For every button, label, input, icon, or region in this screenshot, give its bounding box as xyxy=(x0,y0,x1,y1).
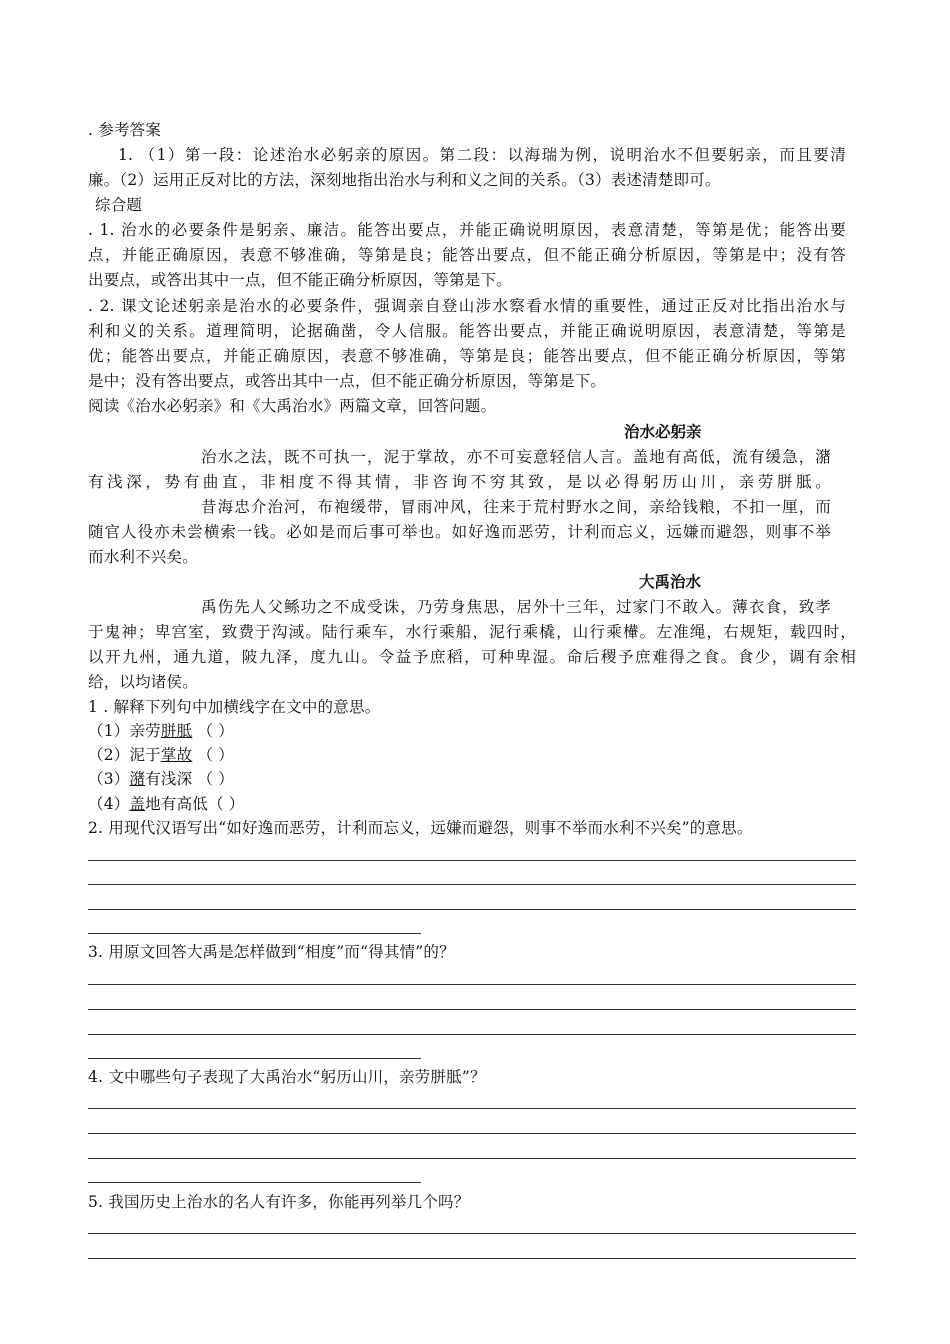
question-5: 5. 我国历史上治水的名人有许多，你能再列举几个吗？ xyxy=(88,1193,470,1211)
question-1-stem: 1 . 解释下列句中加横线字在文中的意思。 xyxy=(88,698,381,716)
comprehensive-1-line-1: . 1. 治水的必要条件是躬亲、廉洁。能答出要点，并能正确说明原因，表意清楚，等第是优；能答出要 xyxy=(88,221,846,239)
reading-intro: 阅读《治水必躬亲》和《大禹治水》两篇文章，回答问题。 xyxy=(88,397,497,415)
answer-blank-line[interactable] xyxy=(88,1233,856,1234)
text2-p1-line-4: 给，以均诸侯。 xyxy=(88,673,198,691)
comprehensive-2-line-3: 优；能答出要点，并能正确原因，表意不够准确，等第是良；能答出要点，但不能正确分析原因，等第 xyxy=(88,347,846,365)
comprehensive-1-line-2: 点，并能正确原因，表意不够准确，等第是良；能答出要点，但不能正确分析原因，等第是中；没有答 xyxy=(88,246,846,264)
underlined-term: 潴 xyxy=(129,770,146,788)
underlined-term: 胼胝 xyxy=(160,722,193,740)
question-4: 4. 文中哪些句子表现了大禹治水“躬历山川，亲劳胼胝”？ xyxy=(88,1068,486,1086)
question-1-item-2: （2）泥于掌故 （ ） xyxy=(88,746,234,764)
answer-blank-line[interactable] xyxy=(88,1182,421,1183)
text1-title: 治水必躬亲 xyxy=(624,423,702,441)
text1-p1-line-2: 有浅深，势有曲直，非相度不得其情，非咨询不穷其致，是以必得躬历山川，亲劳胼胝。 xyxy=(88,473,831,491)
answer-blank-line[interactable] xyxy=(88,860,856,861)
answer-blank-line[interactable] xyxy=(88,1058,421,1059)
comprehensive-1-line-3: 出要点，或答出其中一点，但不能正确分析原因，等第是下。 xyxy=(88,271,512,289)
underlined-term: 盖 xyxy=(129,795,146,813)
question-1-item-1: （1）亲劳胼胝 （ ） xyxy=(88,722,234,740)
underlined-term: 掌故 xyxy=(160,746,193,764)
answer-blank-line[interactable] xyxy=(88,884,856,885)
text2-p1-line-2: 于鬼神；卑宫室，致费于沟淢。陆行乘车，水行乘船，泥行乘橇，山行乘檋。左准绳，右规矩，载四时， xyxy=(88,623,856,641)
text2-p1-line-3: 以开九州，通九道，陂九泽，度九山。令益予庶稻，可种卑湿。命后稷予庶难得之食。食少，调有余相 xyxy=(88,648,856,666)
comprehensive-2-line-2: 利和义的关系。道理简明，论据确凿，令人信服。能答出要点，并能正确说明原因，表意清楚，等第是 xyxy=(88,322,846,340)
answer-blank-line[interactable] xyxy=(88,933,421,934)
answer-blank-line[interactable] xyxy=(88,1133,856,1134)
question-1-item-3: （3）潴有浅深 （ ） xyxy=(88,770,234,788)
answer-blank-line[interactable] xyxy=(88,1158,856,1159)
answer-blank-line[interactable] xyxy=(88,1108,856,1109)
comprehensive-2-line-1: . 2. 课文论述躬亲是治水的必要条件，强调亲自登山涉水察看水情的重要性，通过正反对比指出治水与 xyxy=(88,297,846,315)
question-3: 3. 用原文回答大禹是怎样做到“相度”而“得其情”的？ xyxy=(88,943,455,961)
answer-blank-line[interactable] xyxy=(88,1258,856,1259)
answer-1-line-2: 廉。（2）运用正反对比的方法，深刻地指出治水与利和义之间的关系。（3）表述清楚即可。 xyxy=(88,171,721,189)
text1-p2-line-1: 昔海忠介治河，布袍缓带，冒雨冲风，往来于荒村野水之间，亲给钱粮，不扣一厘，而 xyxy=(201,498,831,516)
answer-1-line-1: 1. （1）第一段：论述治水必躬亲的原因。第二段：以海瑞为例，说明治水不但要躬亲，而且要清 xyxy=(118,146,846,164)
answer-blank-line[interactable] xyxy=(88,909,856,910)
answer-blank-line[interactable] xyxy=(88,1009,856,1010)
text1-p2-line-3: 而水利不兴矣。 xyxy=(88,548,198,566)
section-heading: 综合题 xyxy=(95,196,143,214)
text2-p1-line-1: 禹伤先人父鲧功之不成受诛，乃劳身焦思，居外十三年，过家门不敢入。薄衣食，致孝 xyxy=(201,598,831,616)
answer-blank-line[interactable] xyxy=(88,1034,856,1035)
question-2: 2. 用现代汉语写出“如好逸而恶劳，计利而忘义，远嫌而避怨，则事不举而水利不兴矣”的意思。 xyxy=(88,819,753,837)
text1-p2-line-2: 随官人役亦未尝横索一钱。必如是而后事可举也。如好逸而恶劳，计利而忘义，远嫌而避怨，则事不举 xyxy=(88,523,831,541)
answer-blank-line[interactable] xyxy=(88,984,856,985)
text1-p1-line-1: 治水之法，既不可执一，泥于掌故，亦不可妄意轻信人言。盖地有高低，流有缓急，潴 xyxy=(201,448,831,466)
text2-title: 大禹治水 xyxy=(639,573,702,591)
comprehensive-2-line-4: 是中；没有答出要点，或答出其中一点，但不能正确分析原因，等第是下。 xyxy=(88,372,607,390)
question-1-item-4: （4）盖地有高低（ ） xyxy=(88,795,245,813)
answers-header: . 参考答案 xyxy=(88,121,162,139)
